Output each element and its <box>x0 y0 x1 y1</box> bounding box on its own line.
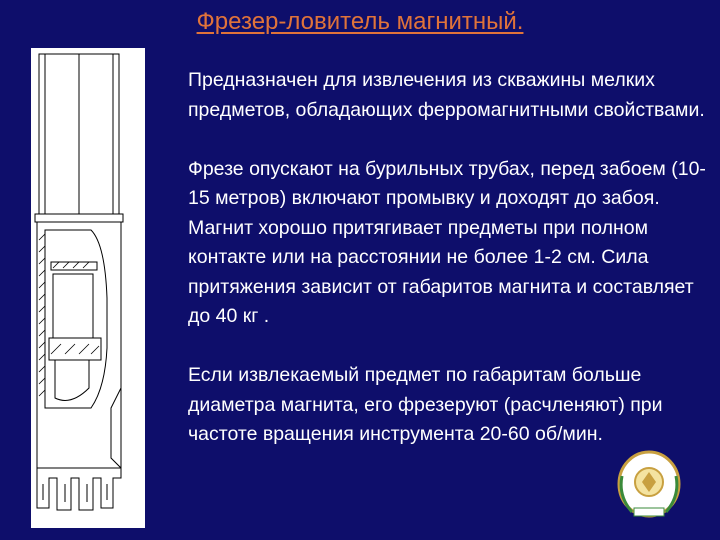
slide-body <box>188 66 716 450</box>
slide-title: Фрезер-ловитель магнитный. <box>196 8 524 35</box>
magnetic-mill-drawing <box>31 48 145 528</box>
paragraph-milling: Если извлекаемый предмет по габаритам больше диаметра магнита, его фрезеруют (расчленяют) при частоте вращения инструмента 20-60 об/мин. <box>188 364 663 445</box>
university-emblem-icon <box>614 446 684 526</box>
magnetic-mill-drawing-icon <box>31 48 145 528</box>
university-emblem <box>614 446 684 526</box>
paragraph-operation: Фрезе опускают на бурильных трубах, перед забоем (10-15 метров) включают промывку и доходят до забоя. Магнит хорошо притягивает предметы при полном контакте или на расстоянии не более 1-2 см. Сила притяжения зависит от габаритов магнита и составляет до 40 кг . <box>188 157 706 327</box>
paragraph-purpose: Предназначен для извлечения из скважины мелких предметов, обладающих ферромагнитными свойствами. <box>188 69 705 121</box>
